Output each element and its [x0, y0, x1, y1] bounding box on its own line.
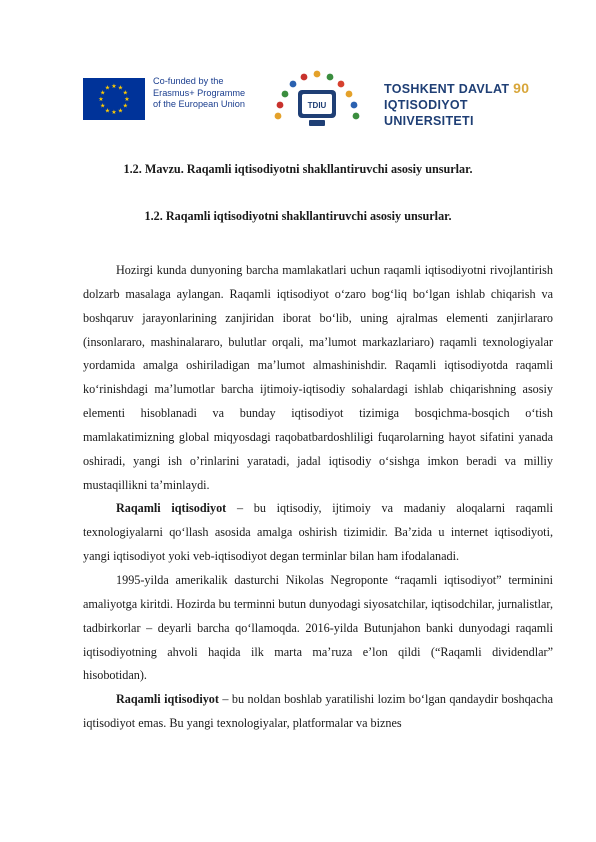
- paragraph-2-text: – bu iqtisodiy, ijtimoiy va madaniy aloqalarni raqamli texnologiyalarni qo‘llash asosida amalga oshirish tizimidir. Ba’zida u internet iqtisodiyoti, yangi iqtisodiyot yoki veb-iqtisodiyot degan terminlar bilan ham ifodalanadi.: [83, 501, 553, 564]
- paragraph-3: 1995-yilda amerikalik dasturchi Nikolas Negroponte “raqamli iqtisodiyot” terminini amaliyotga kiritdi. Hozirda bu terminni butun dunyodagi siyosatchilar, iqtisodchilar, jurnalistlar, tadbirkorlar – deyarli barcha qo‘llamoqda. 2016-yilda Butunjahon banki dunyodagi raqamli iqtisodiyotning ahvoli haqida ilk marta ma’ruza e’lon qildi (“Raqamli dividendlar” hisobotidan).: [83, 572, 553, 683]
- eu-funding-text: [153, 76, 245, 111]
- term-bold: Raqamli iqtisodiyot: [116, 501, 227, 516]
- svg-text:★: ★: [100, 102, 106, 110]
- emblem-label: TDIU: [307, 101, 327, 110]
- section-title: 1.2. Raqamli iqtisodiyotni shakllantiruvchi asosiy unsurlar.: [144, 209, 452, 223]
- svg-text:★: ★: [111, 109, 117, 116]
- header-logos: [83, 66, 553, 130]
- university-emblem-icon: [261, 68, 373, 130]
- svg-text:★: ★: [122, 89, 128, 97]
- svg-text:★: ★: [98, 96, 104, 103]
- term-bold: Raqamli iqtisodiyot: [116, 692, 219, 707]
- paragraph-4: [83, 688, 553, 736]
- paragraph-1: Hozirgi kunda dunyoning barcha mamlakatlari uchun raqamli iqtisodiyotni rivojlantirish dolzarb masalaga aylangan. Raqamli iqtisodiyot o‘zaro bog‘liq bo‘lgan ishlab chiqarish va boshqaruv jarayonlarining zanjiridan iborat bo‘lib, uning ajralmas elementi zanjirlararo (insonlararo, mashinalararo, bulutlar orqali, ma’lumot markazlariaro) raqamli texnologiyalar yordamida amalga oshiriladigan ma’lumot almashinishdir. Raqamli iqtisodiyotda raqamli ko‘rinishdagi ma’lumotlar barcha ijtimoiy-iqtisodiy sohalardagi ishlab chiqarishning asosiy elementi hisoblanadi va bunday iqtisodiyot tizimiga bosqichma-bosqich o‘tish mamlakatimizning global miqyosdagi raqobatbardoshliligi fuqarolarning hayot sifatini yanada oshiradi, yangi ish o’rinlarini yaratadi, jadal iqtisodiy o‘sishga imkon beradi va milliy mustaqillikni ta’minlaydi.: [83, 263, 553, 492]
- svg-text:★: ★: [104, 84, 111, 92]
- topic-title: 1.2. Mavzu. Raqamli iqtisodiyotni shakllantiruvchi asosiy unsurlar.: [123, 162, 473, 176]
- paragraph-4-text: – bu noldan boshlab yaratilishi lozim bo‘lgan qandaydir boshqacha iqtisodiyot emas. Bu yangi texnologiyalar, platformalar va biznes: [83, 692, 553, 731]
- eu-line-3: of the European Union: [153, 99, 245, 109]
- eu-line-1: Co-funded by the: [153, 76, 224, 86]
- svg-text:★: ★: [122, 102, 128, 110]
- university-name: [384, 80, 553, 129]
- anniversary-badge: 90: [513, 80, 530, 96]
- svg-text:★: ★: [100, 89, 106, 97]
- svg-text:★: ★: [117, 107, 124, 115]
- eu-line-2: Erasmus+ Programme: [153, 87, 246, 98]
- svg-text:★: ★: [104, 107, 111, 115]
- svg-text:★: ★: [117, 84, 124, 92]
- paragraph-2: [83, 497, 553, 569]
- svg-text:★: ★: [124, 96, 130, 103]
- document-body: [83, 259, 553, 736]
- university-line-2: IQTISODIYOT UNIVERSITETI: [384, 98, 474, 128]
- svg-text:★: ★: [111, 83, 117, 90]
- eu-flag-icon: [83, 78, 145, 120]
- university-line-1: TOSHKENT DAVLAT: [384, 82, 510, 96]
